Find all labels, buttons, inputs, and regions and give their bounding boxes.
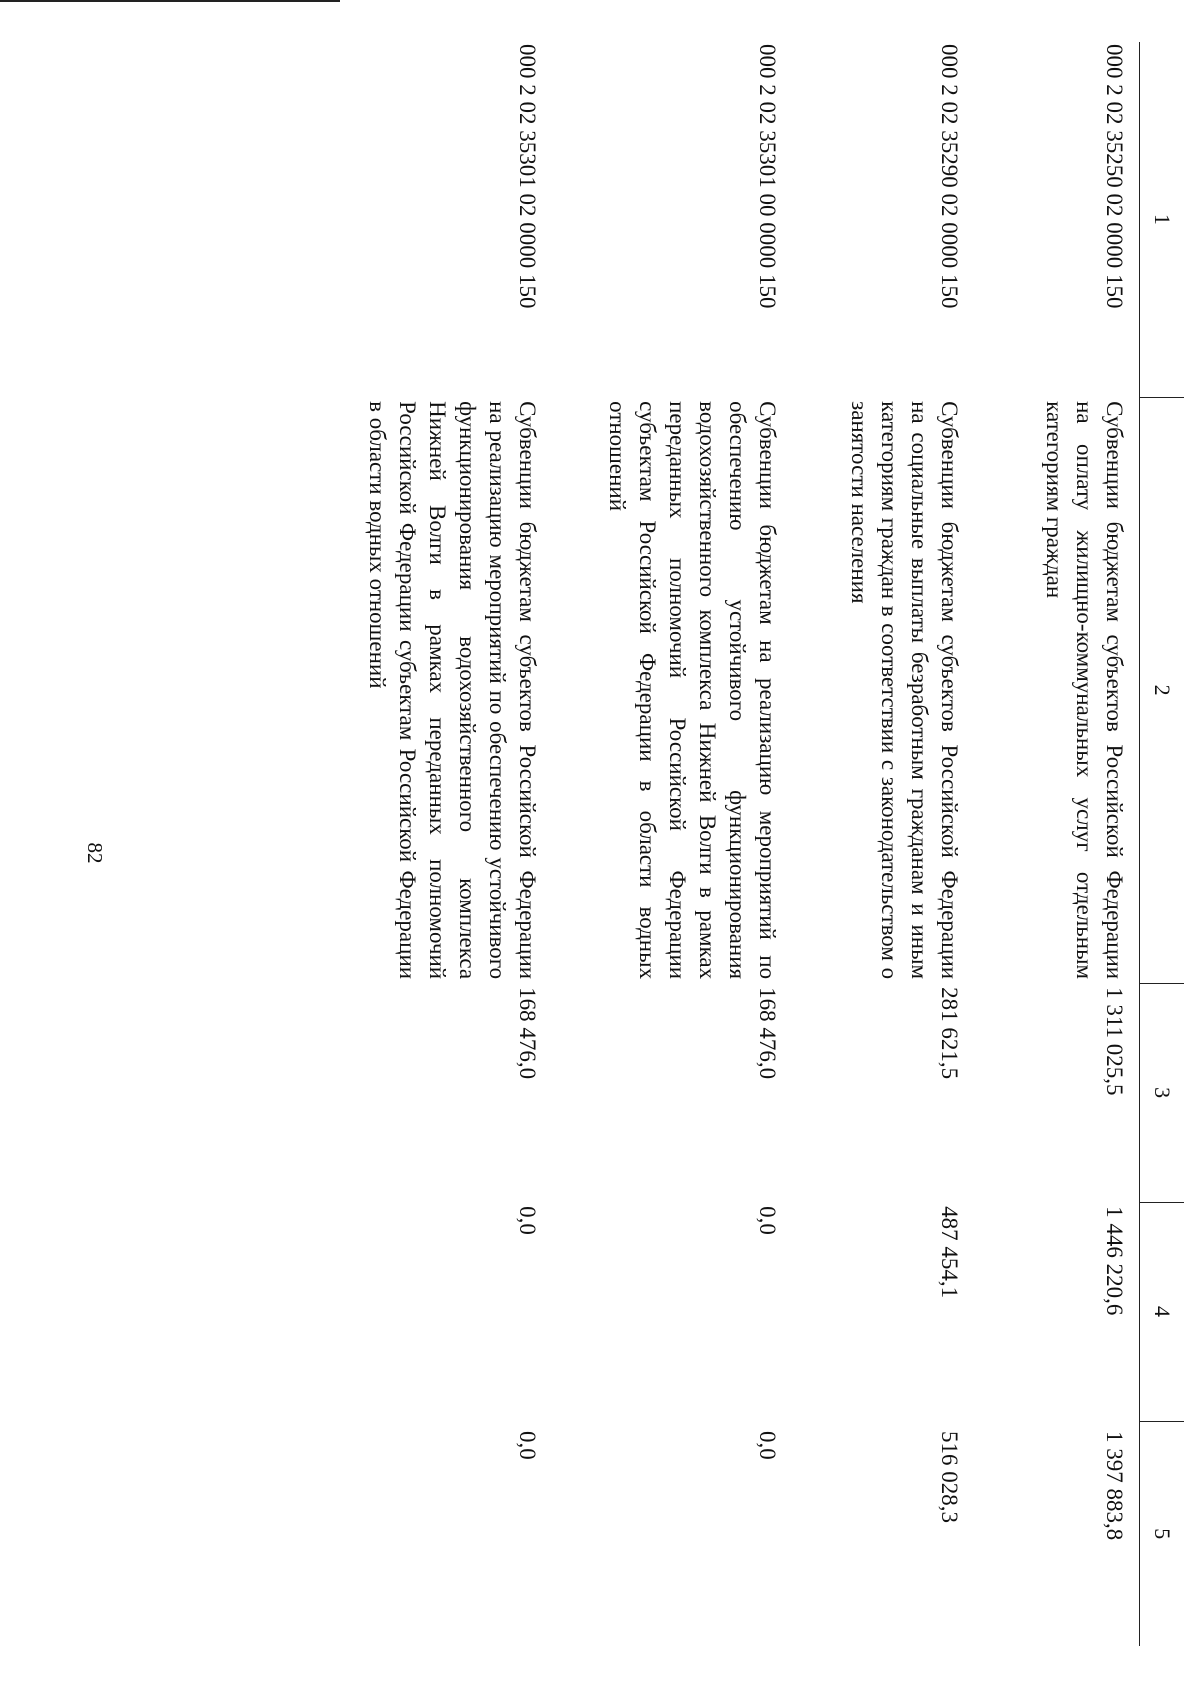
row-value-col4: 0,0 [515,1206,540,1235]
row-code: 000 2 02 35250 02 0000 150 [1102,44,1127,309]
row-value-col4: 487 454,1 [937,1206,962,1299]
header-col-5: 5 [1140,1421,1185,1646]
row-description: Субвенции бюджетам субъектов Российской Федерации на реализацию мероприятий по обеспечению устойчивого функционирования водохозяйственного комплекса Нижней Волги в рамках переданных полномочий Российской Федерации субъектам Российской Федерации в области водных отношений [365,401,540,980]
table-header-row [1140,42,1185,1646]
table-row [302,42,552,1646]
row-description: Субвенции бюджетам субъектов Российской Федерации на оплату жилищно-коммунальных услуг отдельным категориям граждан [1042,401,1127,980]
header-col-4: 4 [1140,1202,1185,1421]
table-row [974,42,1140,1646]
budget-table [302,42,1184,1646]
row-description: Субвенции бюджетам на реализацию мероприятий по обеспечению устойчивого функционирования водохозяйственного комплекса Нижней Волги в рамках переданных полномочий Российской Федерации субъектам Российской Федерации в области водных отношений [605,401,780,980]
row-value-col3: 281 621,5 [937,987,962,1080]
row-code: 000 2 02 35301 02 0000 150 [515,44,540,309]
row-value-col5: 516 028,3 [937,1431,962,1524]
row-value-col4: 0,0 [755,1206,780,1235]
header-col-2: 2 [1140,397,1185,983]
row-value-col3: 168 476,0 [755,987,780,1080]
row-description: Субвенции бюджетам субъектов Российской Федерации на социальные выплаты безработным гражданам и иным категориям граждан в соответствии с законодательством о занятости населения [847,401,962,980]
row-value-col5: 0,0 [755,1431,780,1460]
row-value-col4: 1 446 220,6 [1102,1206,1127,1316]
row-code: 000 2 02 35290 02 0000 150 [937,44,962,309]
page-number: 82 [83,842,107,864]
row-value-col5: 1 397 883,8 [1102,1431,1127,1541]
row-value-col3: 168 476,0 [515,987,540,1080]
table-row [792,42,974,1646]
header-col-1: 1 [1140,42,1185,397]
header-col-3: 3 [1140,983,1185,1202]
table-row [552,42,792,1646]
table-wrapper [302,42,1184,1642]
row-value-col5: 0,0 [515,1431,540,1460]
row-code: 000 2 02 35301 00 0000 150 [755,44,780,309]
row-value-col3: 1 311 025,5 [1102,987,1127,1096]
